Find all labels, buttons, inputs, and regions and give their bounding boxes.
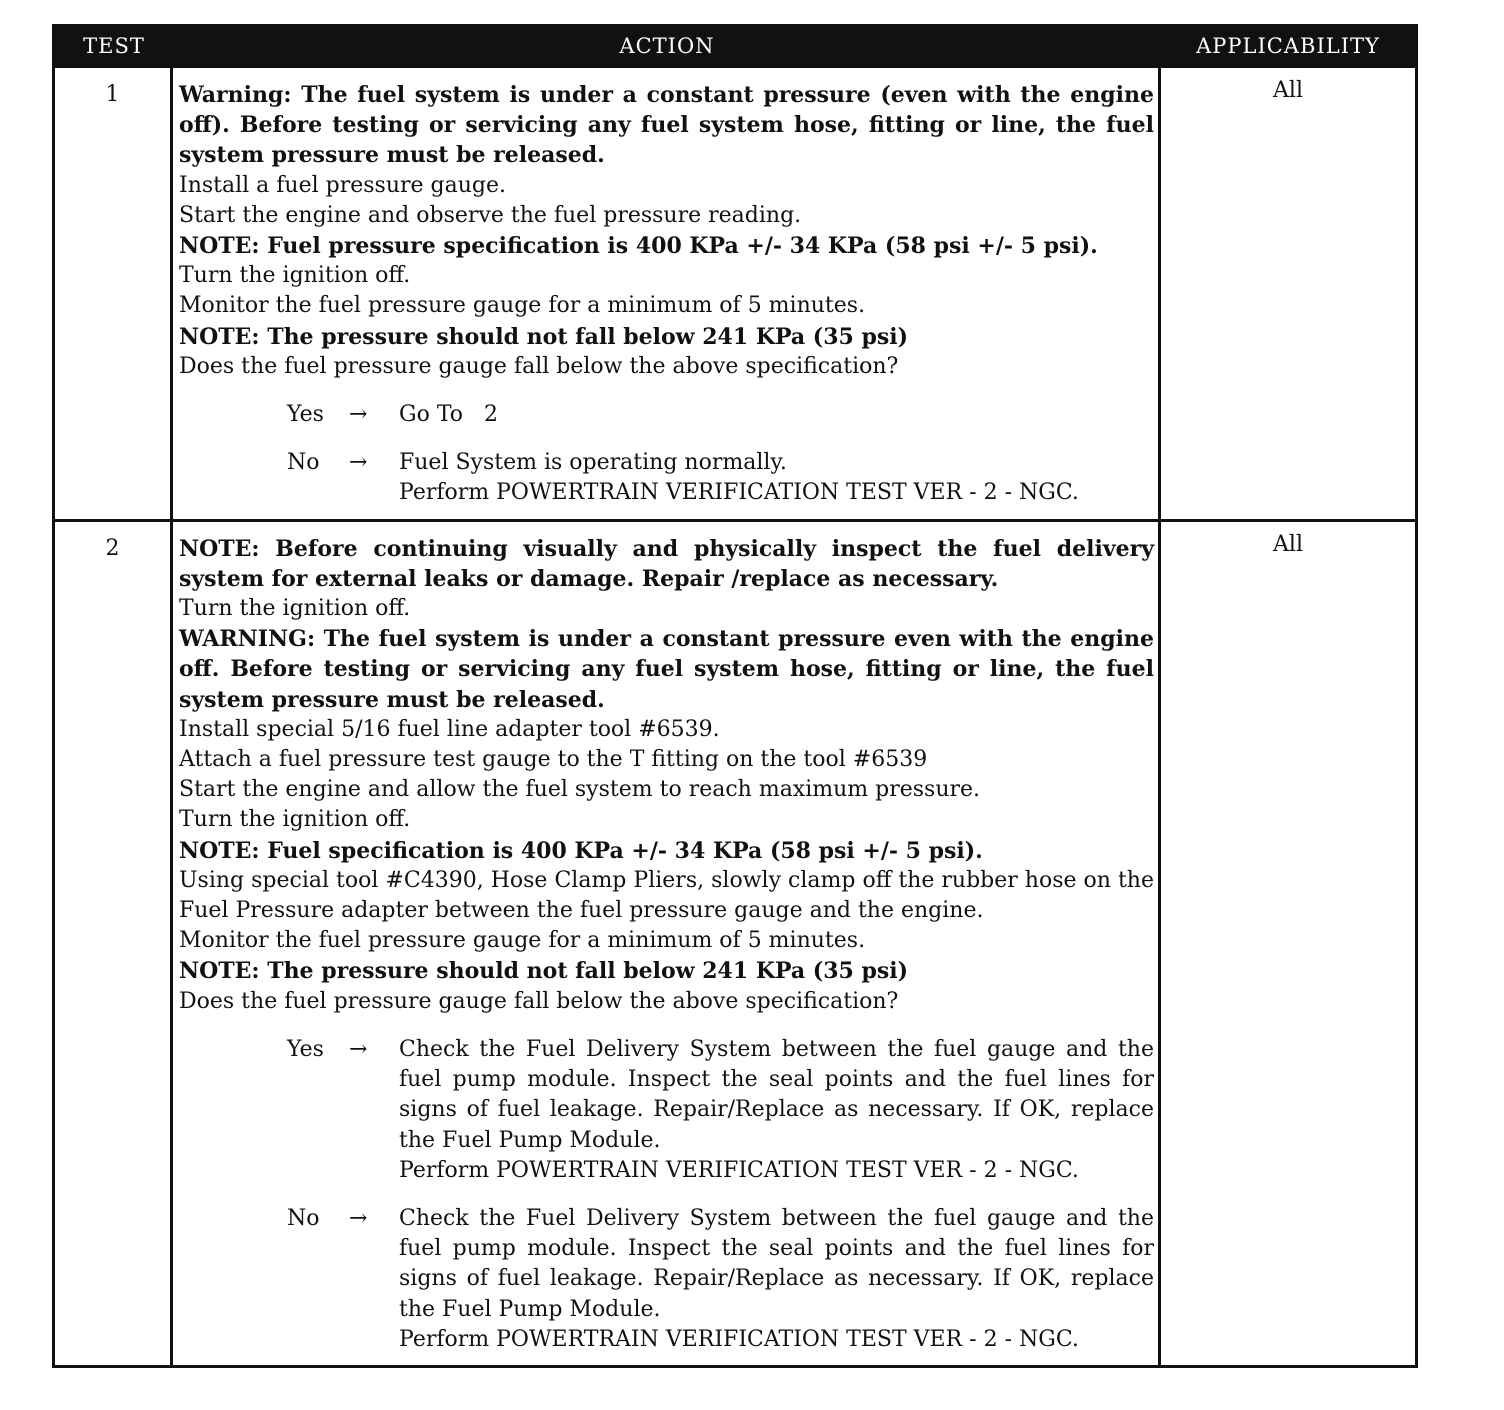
step-text: Turn the ignition off. — [179, 263, 411, 289]
applicability-cell: All — [1273, 78, 1303, 103]
note-text: NOTE: The pressure should not fall below 241 KPa (35 psi) — [179, 958, 909, 985]
note-text: NOTE: The pressure should not fall below 241 KPa (35 psi) — [179, 323, 909, 350]
step-text: Using special tool #C4390, Hose Clamp Pliers, slowly clamp off the rubber hose on the Fuel Pressure adapter between the fuel pressure gauge and the engine. — [179, 867, 1154, 924]
result-text: Check the Fuel Delivery System between the fuel gauge and the fuel pump module. Inspect the seal points and the fuel lines for signs of fuel leakage. Repair/Replace as necessary. If OK, replace the Fuel Pump Module. — [399, 1205, 1154, 1322]
note-text: NOTE: Fuel pressure specification is 400 KPa +/- 34 KPa (58 psi +/- 5 psi). — [179, 233, 1098, 260]
right-arrow-icon: → — [349, 450, 368, 476]
result-text: Perform POWERTRAIN VERIFICATION TEST VER - 2 - NGC. — [399, 1157, 1079, 1183]
outcome-no — [179, 448, 1154, 508]
diagnostic-test-table — [52, 24, 1418, 1368]
note-text: NOTE: Fuel specification is 400 KPa +/- 34 KPa (58 psi +/- 5 psi). — [179, 837, 983, 864]
right-arrow-icon: → — [349, 1205, 368, 1231]
step-text: Start the engine and allow the fuel system to reach maximum pressure. — [179, 777, 981, 803]
table-row — [55, 65, 1415, 519]
outcome-result — [399, 448, 1154, 508]
question-text: Does the fuel pressure gauge fall below the above specification? — [179, 988, 899, 1014]
step-text: Monitor the fuel pressure gauge for a minimum of 5 minutes. — [179, 293, 866, 319]
right-arrow-icon: → — [349, 402, 368, 428]
answer-label: Yes — [287, 402, 324, 428]
result-text: Perform POWERTRAIN VERIFICATION TEST VER - 2 - NGC. — [399, 1326, 1079, 1352]
header-action: ACTION — [619, 34, 715, 58]
step-text: Install special 5/16 fuel line adapter tool #6539. — [179, 716, 720, 742]
question-text: Does the fuel pressure gauge fall below the above specification? — [179, 353, 899, 379]
result-text: Perform POWERTRAIN VERIFICATION TEST VER - 2 - NGC. — [399, 480, 1079, 506]
table-row — [55, 519, 1415, 1365]
test-number: 1 — [55, 68, 173, 519]
test-number: 2 — [55, 522, 173, 1365]
action-cell — [173, 522, 1161, 1365]
warning-text: WARNING: The fuel system is under a constant pressure even with the engine off. Before testing or servicing any fuel system hose, fitting or line, the fuel system pressure must be released. — [179, 626, 1154, 713]
action-cell — [173, 68, 1161, 519]
step-text: Attach a fuel pressure test gauge to the T fitting on the tool #6539 — [179, 747, 928, 773]
result-text: Go To 2 — [399, 402, 498, 428]
right-arrow-icon: → — [349, 1036, 368, 1062]
note-text: NOTE: Before continuing visually and physically inspect the fuel delivery system for external leaks or damage. Repair /replace as necessary. — [179, 535, 1154, 592]
step-text: Start the engine and observe the fuel pressure reading. — [179, 202, 802, 228]
result-text: Fuel System is operating normally. — [399, 450, 787, 476]
step-text: Monitor the fuel pressure gauge for a minimum of 5 minutes. — [179, 928, 866, 954]
step-text: Install a fuel pressure gauge. — [179, 172, 507, 198]
header-applicability: APPLICABILITY — [1196, 34, 1380, 58]
answer-label: No — [287, 1205, 320, 1231]
applicability-cell: All — [1273, 531, 1303, 557]
header-test: TEST — [83, 34, 145, 58]
outcome-no — [179, 1204, 1154, 1355]
outcome-yes — [179, 1035, 1154, 1186]
outcome-result — [399, 1204, 1154, 1355]
outcome-result — [399, 1035, 1154, 1186]
outcome-yes — [179, 400, 1154, 430]
answer-label: Yes — [287, 1036, 324, 1062]
warning-text: Warning: The fuel system is under a constant pressure (even with the engine off). Before testing or servicing any fuel system hose, fitting or line, the fuel system pressure must be released. — [179, 82, 1154, 169]
outcome-result — [399, 400, 1154, 430]
result-text: Check the Fuel Delivery System between the fuel gauge and the fuel pump module. Inspect the seal points and the fuel lines for signs of fuel leakage. Repair/Replace as necessary. If OK, replace the Fuel Pump Module. — [399, 1036, 1154, 1153]
table-header-row — [55, 27, 1415, 65]
step-text: Turn the ignition off. — [179, 596, 411, 622]
answer-label: No — [287, 450, 320, 476]
step-text: Turn the ignition off. — [179, 807, 411, 833]
